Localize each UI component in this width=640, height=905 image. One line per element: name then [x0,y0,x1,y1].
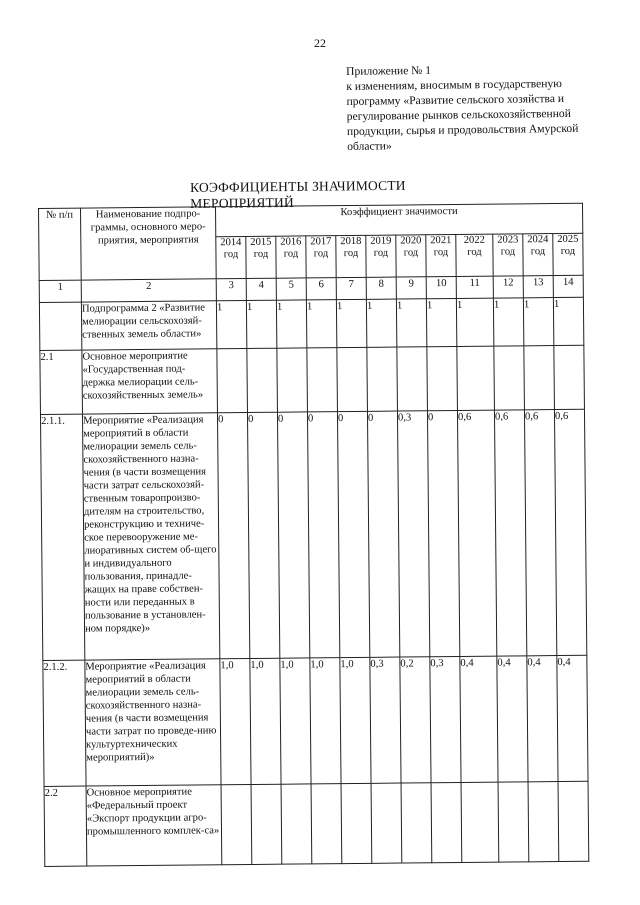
row-value [457,346,495,410]
row-value: 0,3 [430,656,461,782]
row-value: 0 [247,412,279,658]
index-cell: 14 [553,275,583,297]
appendix-header [346,60,609,154]
appendix-line: области» [347,139,392,153]
row-value [397,347,428,411]
year-header: 2014 год [216,237,246,279]
row-value [307,348,338,412]
row-value: 1 [306,300,336,348]
table-row [43,655,588,786]
index-cell: 1 [39,280,81,302]
row-value: 1 [396,299,426,347]
row-value [558,781,589,861]
row-value [554,345,585,409]
col-name-header: Наименование подпро-граммы, основного меро-приятия, мероприятия [81,207,217,280]
page-number: 22 [314,36,326,50]
year-header: 2020 год [396,235,426,277]
row-value [277,348,308,412]
coef-header: Коэффициент значимости [215,203,582,237]
index-cell: 11 [456,276,493,298]
year-header: 2024 год [523,234,553,276]
row-value: 0 [337,411,369,657]
row-value: 0,4 [557,655,588,781]
year-header: 2025 год [553,233,583,275]
appendix-line: к изменениям, вносимым в государственую [346,76,562,93]
row-value: 1 [493,298,523,346]
row-value: 0 [427,410,459,656]
row-value: 0 [367,411,399,657]
row-value [528,782,559,862]
row-num: 2.1 [40,350,83,414]
row-value [461,782,499,862]
row-value [221,784,252,864]
year-header: 2015 год [246,236,276,278]
row-value [311,784,342,864]
index-cell: 5 [276,278,306,300]
row-value: 1,0 [280,658,311,784]
year-header: 2022 год [456,234,493,276]
index-cell: 10 [426,276,456,298]
year-header: 2017 год [306,236,336,278]
index-cell: 6 [306,278,336,300]
row-value: 1 [426,298,456,346]
row-value [401,783,432,863]
row-name: Мероприятие «Реализация мероприятий в области мелиорации земель сель-скохозяйственного назна-чения (в части возмещения части затрат по проведе-нию культуртехнических мероприятий)» [85,659,221,786]
row-value: 1,0 [310,658,341,784]
row-value [431,782,462,862]
year-header: 2019 год [366,235,396,277]
coefficients-table [38,203,589,867]
row-value [427,346,458,410]
row-value [337,347,368,411]
table-row [44,781,589,866]
row-value [367,347,398,411]
coefficients-table-wrapper [38,203,589,867]
row-value [251,784,282,864]
row-num: 2.1.2. [43,660,86,786]
row-value [341,783,372,863]
row-value: 0,2 [400,657,431,783]
row-value: 1 [366,299,396,347]
table-row [40,409,586,660]
appendix-line: программу «Развитие сельского хозяйства и [346,91,565,108]
row-value: 1,0 [220,658,251,784]
row-value: 1 [456,298,493,346]
row-value: 0,4 [527,656,558,782]
row-value: 1,0 [250,658,281,784]
appendix-line: продукции, сырья и продовольствия Амурской [346,121,579,138]
index-cell: 8 [366,277,396,299]
row-value: 0,6 [494,410,526,656]
index-cell: 7 [336,277,366,299]
year-header: 2016 год [276,236,306,278]
row-value: 0 [217,412,249,658]
row-value: 0,6 [554,409,586,655]
row-value: 1 [523,298,553,346]
row-name: Основное мероприятие «Федеральный проект «Экспорт продукции агро-промышленного комплек-са» [86,785,222,866]
row-value: 0,6 [524,410,556,656]
document-title: КОЭФФИЦИЕНТЫ ЗНАЧИМОСТИ МЕРОПРИЯТИЙ [190,177,406,211]
row-value: 0,6 [457,410,496,656]
row-value: 0,4 [497,656,528,782]
row-num [39,302,81,350]
row-name: Основное мероприятие «Государственная под-держка мелиорации сель-скохозяйственных земель» [82,349,218,414]
row-value: 1 [553,297,583,345]
index-cell: 3 [216,279,246,301]
index-cell: 12 [493,276,523,298]
row-value: 0,3 [397,411,429,657]
row-value: 0 [307,412,339,658]
row-value [281,784,312,864]
appendix-line: Приложение № 1 [346,63,432,78]
year-header: 2021 год [426,234,456,276]
row-value [524,346,555,410]
year-header: 2018 год [336,235,366,277]
row-value [247,348,278,412]
index-cell: 9 [396,277,426,299]
row-value [371,783,402,863]
row-value: 1 [246,300,276,348]
col-num-header: № п/п [39,208,82,280]
table-row [40,345,585,414]
row-value: 0 [277,412,309,658]
index-cell: 13 [523,276,553,298]
row-name: Мероприятие «Реализация мероприятий в области мелиорации земель сель-скохозяйственного назна-чения (в части возмещения части затрат сельскохозяй-ственным товаропроизво-дителям на строительство, реконструкцию и техниче-ское перевооружение ме-лиоративных систем об-щего и индивидуального пользования, принадле-жащих на праве собствен-ности или переданных в пользование в установлен-ном порядке)» [82,413,219,660]
row-value [494,346,525,410]
row-value [498,782,529,862]
row-num: 2.1.1. [40,414,84,660]
row-name: Подпрограмма 2 «Развитие мелиорации сельскохозяй-ственных земель области» [81,301,216,350]
year-header: 2023 год [493,234,523,276]
row-value: 1 [276,300,306,348]
row-value [217,349,248,413]
row-num: 2.2 [44,786,87,866]
row-value: 0,3 [370,657,401,783]
index-cell: 4 [246,278,276,300]
table-row [39,297,583,350]
row-value: 0,4 [460,656,498,782]
row-value: 1,0 [340,657,371,783]
row-value: 1 [336,299,366,347]
index-cell: 2 [81,279,216,302]
appendix-line: регулирование рынков сельскохозяйственной [346,106,571,123]
row-value: 1 [216,301,246,349]
